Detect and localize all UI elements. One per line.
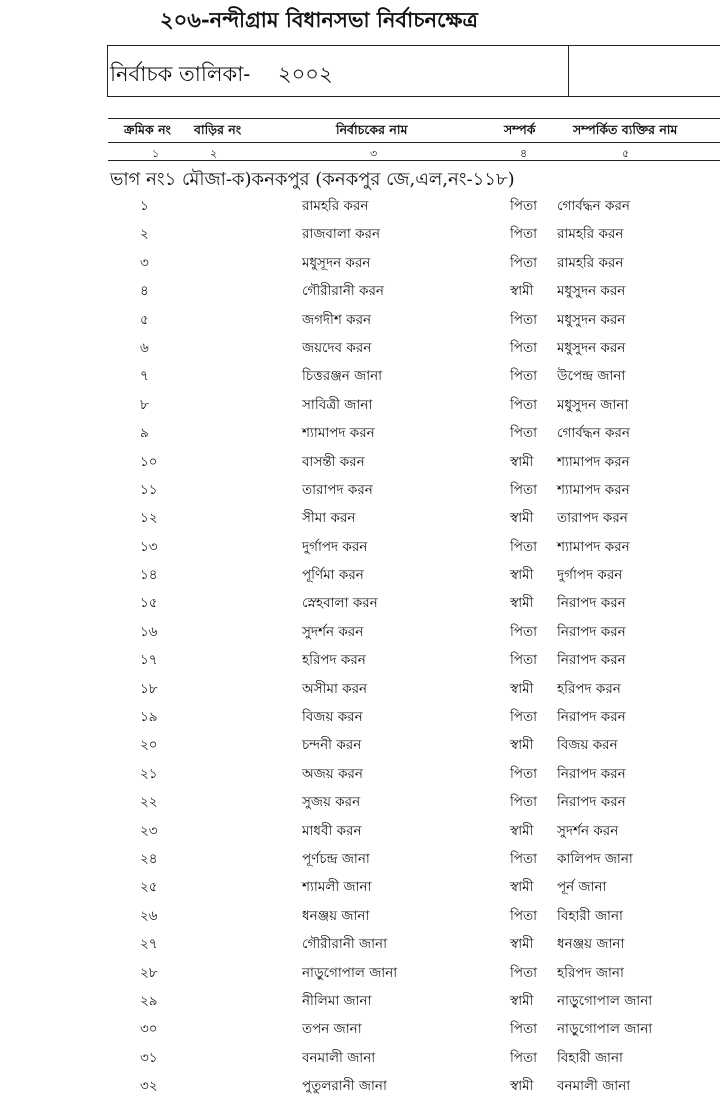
serial-number: ১৫ <box>140 595 158 612</box>
serial-number: ৬ <box>140 339 149 356</box>
voter-row <box>0 559 720 587</box>
related-person-name: নিরাপদ করন <box>557 765 626 782</box>
related-person-name: নাড়ুগোপাল জানা <box>557 1021 653 1038</box>
related-person-name: নিরাপদ করন <box>557 652 626 669</box>
related-person-name: বিজয় করন <box>557 737 618 754</box>
header-rule-top <box>108 118 720 119</box>
voter-row <box>0 673 720 701</box>
relation: স্বামী <box>510 567 534 584</box>
relation: স্বামী <box>510 510 534 527</box>
voter-row <box>0 389 720 417</box>
related-person-name: বিহারী জানা <box>557 907 623 924</box>
serial-number: ৫ <box>140 311 149 328</box>
related-person-name: কালিপদ জানা <box>557 850 633 867</box>
related-person-name: বিহারী জানা <box>557 1049 623 1066</box>
serial-number: ১০ <box>140 453 158 470</box>
list-year: ২০০২ <box>278 62 333 86</box>
related-person-name: মধুসুদন জানা <box>557 396 629 413</box>
voter-name: দুর্গাপদ করন <box>302 538 368 555</box>
serial-number: ২৭ <box>140 936 158 953</box>
voter-name: পূর্ণচন্দ্র জানা <box>302 850 370 867</box>
serial-number: ৩০ <box>140 1021 158 1038</box>
related-person-name: নিরাপদ করন <box>557 794 626 811</box>
voter-name: ধনঞ্জয় জানা <box>302 907 370 924</box>
voter-name: তারাপদ করন <box>302 481 373 498</box>
relation: স্বামী <box>510 822 534 839</box>
box-divider <box>568 46 569 96</box>
voter-name: গৌরীরানী করন <box>302 283 384 300</box>
related-person-name: শ্যামাপদ করন <box>557 453 630 470</box>
voter-name: বাসন্তী করন <box>302 453 365 470</box>
voter-list <box>0 190 720 1099</box>
relation: পিতা <box>510 850 538 867</box>
voter-row <box>0 360 720 388</box>
voter-name: জয়দেব করন <box>302 339 372 356</box>
voter-row <box>0 304 720 332</box>
voter-row <box>0 417 720 445</box>
voter-name: চিত্তরঞ্জন জানা <box>302 368 383 385</box>
serial-number: ২২ <box>140 794 158 811</box>
relation: পিতা <box>510 368 538 385</box>
related-person-name: নিরাপদ করন <box>557 623 626 640</box>
relation: পিতা <box>510 964 538 981</box>
voter-row <box>0 900 720 928</box>
serial-number: ১৩ <box>140 538 158 555</box>
voter-name: চন্দনী করন <box>302 737 362 754</box>
voter-row <box>0 616 720 644</box>
related-person-name: মধুসুদন করন <box>557 283 626 300</box>
voter-name: গৌরীরানী জানা <box>302 936 387 953</box>
related-person-name: গোর্বদ্ধন করন <box>557 425 630 442</box>
voter-name: সুদর্শন করন <box>302 623 364 640</box>
voter-row <box>0 815 720 843</box>
related-person-name: রামহরি করন <box>557 254 624 271</box>
voter-row <box>0 644 720 672</box>
relation: পিতা <box>510 339 538 356</box>
voter-row <box>0 247 720 275</box>
related-person-name: শ্যামাপদ করন <box>557 481 630 498</box>
header-house: বাড়ির নং <box>194 122 242 137</box>
voter-row <box>0 446 720 474</box>
voter-name: শ্যামলী জানা <box>302 879 372 896</box>
voter-row <box>0 843 720 871</box>
voter-name: সাবিত্রী জানা <box>302 396 373 413</box>
related-person-name: তারাপদ করন <box>557 510 628 527</box>
voter-name: স্নেহবালা করন <box>302 595 378 612</box>
list-label: নির্বাচক তালিকা- <box>110 62 251 86</box>
voter-row <box>0 502 720 530</box>
related-person-name: মধুসুদন করন <box>557 339 626 356</box>
related-person-name: রামহরি করন <box>557 226 624 243</box>
serial-number: ৯ <box>140 425 149 442</box>
related-person-name: শ্যামাপদ করন <box>557 538 630 555</box>
related-person-name: হরিপদ করন <box>557 680 621 697</box>
voter-name: বিজয় করন <box>302 709 363 726</box>
voter-name: পুতুলরানী জানা <box>302 1078 387 1095</box>
voter-name: অসীমা করন <box>302 680 368 697</box>
section-heading: ভাগ নং১ মৌজা-ক)কনকপুর (কনকপুর জে,এল,নং-১১৮) <box>110 169 515 190</box>
voter-name: পূর্ণিমা করন <box>302 567 364 584</box>
relation: পিতা <box>510 1021 538 1038</box>
related-person-name: বনমালী জানা <box>557 1078 631 1095</box>
voter-row <box>0 985 720 1013</box>
voter-row <box>0 1013 720 1041</box>
serial-number: ১৬ <box>140 623 158 640</box>
voter-name: রাজবালা করন <box>302 226 381 243</box>
related-person-name: নিরাপদ করন <box>557 709 626 726</box>
voter-name: সুজয় করন <box>302 794 361 811</box>
voter-name: বনমালী জানা <box>302 1049 376 1066</box>
relation: পিতা <box>510 254 538 271</box>
voter-name: অজয় করন <box>302 765 363 782</box>
voter-row <box>0 729 720 757</box>
serial-number: ২০ <box>140 737 158 754</box>
voter-row <box>0 190 720 218</box>
related-person-name: দুর্গাপদ করন <box>557 567 623 584</box>
header-rule-mid <box>108 142 720 143</box>
serial-number: ২৯ <box>140 992 158 1009</box>
document-title: ২০৬-নন্দীগ্রাম বিধানসভা নির্বাচনক্ষেত্র <box>160 7 478 32</box>
voter-row <box>0 275 720 303</box>
related-person-name: ধনঞ্জয় জানা <box>557 936 625 953</box>
relation: স্বামী <box>510 283 534 300</box>
relation: পিতা <box>510 311 538 328</box>
serial-number: ২৮ <box>140 964 158 981</box>
relation: পিতা <box>510 538 538 555</box>
related-person-name: হরিপদ জানা <box>557 964 624 981</box>
serial-number: ২৩ <box>140 822 158 839</box>
relation: পিতা <box>510 396 538 413</box>
relation: স্বামী <box>510 992 534 1009</box>
voter-row <box>0 1070 720 1098</box>
serial-number: ৪ <box>140 283 149 300</box>
serial-number: ২১ <box>140 765 158 782</box>
related-person-name: গোর্বদ্ধন করন <box>557 198 630 214</box>
relation: স্বামী <box>510 936 534 953</box>
voter-row <box>0 1042 720 1070</box>
voter-row <box>0 218 720 246</box>
relation: পিতা <box>510 709 538 726</box>
header-name: নির্বাচকের নাম <box>336 122 408 137</box>
serial-number: ২৫ <box>140 879 158 896</box>
column-number: ৫ <box>622 147 630 160</box>
voter-row <box>0 786 720 814</box>
header-relation: সম্পর্ক <box>504 122 536 137</box>
relation: পিতা <box>510 198 538 214</box>
voter-name: নীলিমা জানা <box>302 992 372 1009</box>
serial-number: ১৮ <box>140 680 158 697</box>
voter-row <box>0 474 720 502</box>
header-rule-bottom <box>108 160 720 161</box>
column-number: ২ <box>210 147 218 160</box>
voter-row <box>0 587 720 615</box>
related-person-name: মধুসুদন করন <box>557 311 626 328</box>
serial-number: ৮ <box>140 396 149 413</box>
relation: পিতা <box>510 794 538 811</box>
header-serial: ক্রমিক নং <box>124 122 171 137</box>
serial-number: ১ <box>140 198 149 214</box>
voter-name: হরিপদ করন <box>302 652 366 669</box>
header-related-name: সম্পর্কিত ব্যক্তির নাম <box>573 122 678 137</box>
serial-number: ৩২ <box>140 1078 158 1095</box>
serial-number: ১২ <box>140 510 158 527</box>
voter-row <box>0 758 720 786</box>
serial-number: ৭ <box>140 368 149 385</box>
serial-number: ২৪ <box>140 850 158 867</box>
relation: পিতা <box>510 907 538 924</box>
voter-row <box>0 928 720 956</box>
voter-row <box>0 871 720 899</box>
relation: পিতা <box>510 652 538 669</box>
voter-name: শ্যামাপদ করন <box>302 425 375 442</box>
related-person-name: নাড়ুগোপাল জানা <box>557 992 653 1009</box>
voter-name: সীমা করন <box>302 510 356 527</box>
voter-row <box>0 531 720 559</box>
related-person-name: উপেন্দ্র জানা <box>557 368 626 385</box>
voter-name: নাড়ুগোপাল জানা <box>302 964 398 981</box>
serial-number: ২৬ <box>140 907 158 924</box>
voter-name: জগদীশ করন <box>302 311 372 328</box>
serial-number: ১৪ <box>140 567 158 584</box>
serial-number: ১৯ <box>140 709 158 726</box>
related-person-name: সুদর্শন করন <box>557 822 619 839</box>
relation: স্বামী <box>510 879 534 896</box>
column-number: ৩ <box>370 147 378 160</box>
voter-row <box>0 957 720 985</box>
relation: পিতা <box>510 425 538 442</box>
related-person-name: নিরাপদ করন <box>557 595 626 612</box>
relation: স্বামী <box>510 1078 534 1095</box>
related-person-name: পূর্ন জানা <box>557 879 607 896</box>
serial-number: ২ <box>140 226 149 243</box>
relation: স্বামী <box>510 737 534 754</box>
relation: পিতা <box>510 1049 538 1066</box>
voter-name: তপন জানা <box>302 1021 362 1038</box>
relation: পিতা <box>510 623 538 640</box>
voter-row <box>0 332 720 360</box>
column-number: ৪ <box>520 147 528 160</box>
voter-name: মধুসূদন করন <box>302 254 371 271</box>
serial-number: ৩ <box>140 254 149 271</box>
relation: পিতা <box>510 481 538 498</box>
relation: পিতা <box>510 226 538 243</box>
voter-row <box>0 701 720 729</box>
serial-number: ১১ <box>140 481 158 498</box>
relation: স্বামী <box>510 595 534 612</box>
relation: স্বামী <box>510 680 534 697</box>
serial-number: ১৭ <box>140 652 158 669</box>
serial-number: ৩১ <box>140 1049 158 1066</box>
voter-name: মাধবী করন <box>302 822 362 839</box>
voter-name: রামহরি করন <box>302 198 369 214</box>
column-number: ১ <box>152 147 160 160</box>
relation: পিতা <box>510 765 538 782</box>
relation: স্বামী <box>510 453 534 470</box>
